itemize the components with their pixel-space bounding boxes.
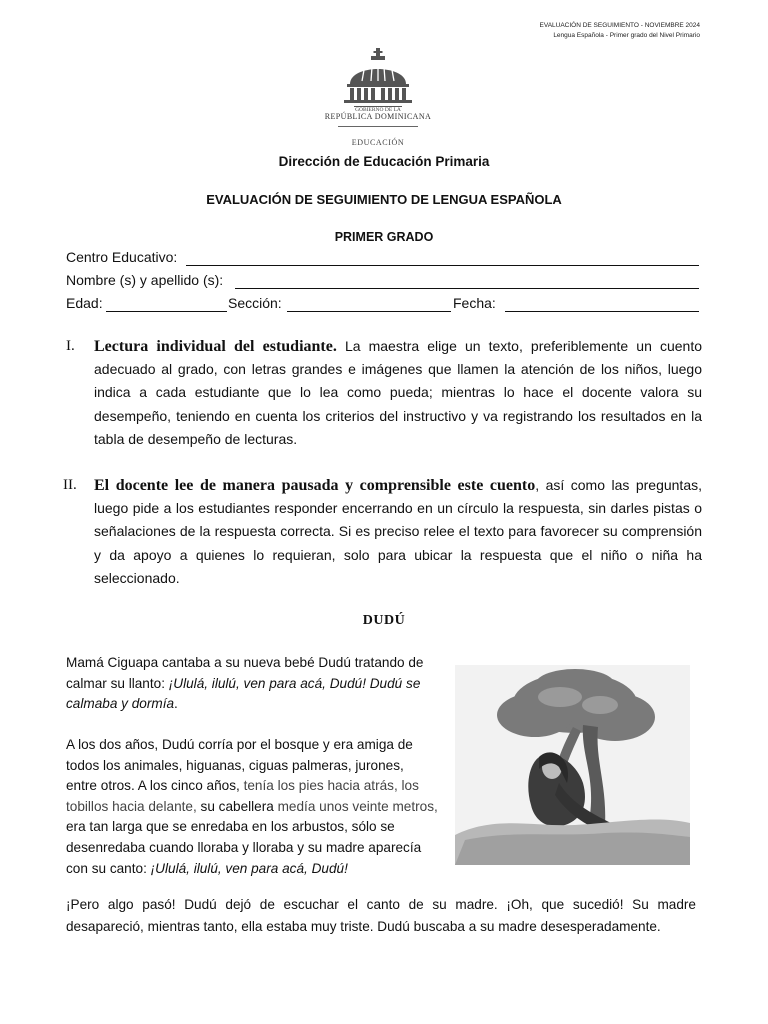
story-paragraph-3: ¡Pero algo pasó! Dudú dejó de escuchar el canto de su madre. ¡Oh, que sucedió! Su madre desapareció, mientras tanto, ella estaba muy triste. Dudú buscaba a su madre desesperadamente. — [66, 897, 696, 934]
section-2-number: II. — [63, 477, 77, 493]
edad-label: Edad: — [66, 295, 103, 311]
logo-line3: EDUCACIÓN — [351, 138, 405, 147]
story-p1-a: Mamá Ciguapa cantaba a su nueva bebé Dudú tratando de calmar su llanto: — [66, 655, 424, 691]
fecha-field-line[interactable] — [505, 311, 699, 312]
story-p2-b: tenía los pies hacia atrás, los tobillos hacia delante, — [66, 778, 419, 814]
story-p2-d: medía unos veinte metros, — [277, 798, 438, 814]
dudu-illustration — [455, 665, 690, 865]
seccion-field-line[interactable] — [287, 311, 451, 312]
story-p1-c: . — [174, 696, 178, 712]
story-p2-a: A los dos años, Dudú corría por el bosque y era amiga de todos los animales, higuanas, ciguas palmeras, jurones, entre otros. A los cinco años, — [66, 737, 413, 794]
story-paragraph-2 — [66, 735, 438, 879]
section-1-text: La maestra elige un texto, preferiblemente un cuento adecuado al grado, con letras grandes e imágenes que llamen la atención de los niños, luego indica a cada estudiante que lo lea como pueda; mientras lo hace el docente valora su desempeño, teniendo en cuenta los criterios del instructivo y va registrando los resultados en la tabla de desempeño de lecturas. — [94, 338, 702, 447]
section-1-number: I. — [66, 338, 75, 354]
seccion-label: Sección: — [228, 295, 282, 311]
story-p2-song: ¡Ululá, ilulú, ven para acá, Dudú! — [150, 860, 348, 876]
centro-field-line[interactable] — [186, 265, 699, 266]
nombre-field-line[interactable] — [235, 288, 699, 289]
grade-title: PRIMER GRADO — [334, 230, 434, 244]
centro-label: Centro Educativo: — [66, 249, 178, 265]
story-paragraph-1 — [66, 653, 438, 715]
header-note-line2: Lengua Española - Primer grado del Nivel Primario — [553, 32, 700, 39]
section-1-heading: Lectura individual del estudiante. — [94, 338, 337, 355]
story-p2-c: su cabellera — [196, 798, 278, 814]
nombre-label: Nombre (s) y apellido (s): — [66, 272, 224, 288]
section-2-text: , así como las preguntas, luego pide a los estudiantes responder encerrando en un círculo la respuesta, sin darles pistas o señalaciones de la respuesta correcta. Si es preciso relee el texto para favorecer su comprensión y da apoyo a quienes lo requieran, solo para ubicar la respuesta que el niño o niña ha seleccionado. — [94, 477, 702, 586]
section-1 — [66, 335, 702, 451]
fecha-label: Fecha: — [453, 295, 496, 311]
story-p2-e: era tan larga que se enredaba en los arbustos, sólo se desenredaba cuando lloraba y lloraba y su madre aparecía con su canto: — [66, 819, 422, 876]
government-logo — [314, 48, 442, 150]
section-2-heading: El docente lee de manera pausada y comprensible este cuento — [94, 477, 536, 494]
evaluation-title: EVALUACIÓN DE SEGUIMIENTO DE LENGUA ESPAÑOLA — [206, 192, 562, 207]
logo-line2: REPÚBLICA DOMINICANA — [324, 112, 432, 121]
edad-field-line[interactable] — [106, 311, 227, 312]
header-note-line1: EVALUACIÓN DE SEGUIMIENTO - NOVIEMBRE 2024 — [539, 22, 700, 29]
section-2 — [63, 474, 702, 590]
story-title: DUDÚ — [362, 613, 406, 628]
logo-line1: GOBIERNO DE LA — [355, 107, 401, 113]
story-p1-song: ¡Ululá, ilulú, ven para acá, Dudú! Dudú se calmaba y dormía — [66, 675, 421, 712]
direction-title: Dirección de Educación Primaria — [278, 154, 490, 169]
header-note — [440, 21, 700, 41]
